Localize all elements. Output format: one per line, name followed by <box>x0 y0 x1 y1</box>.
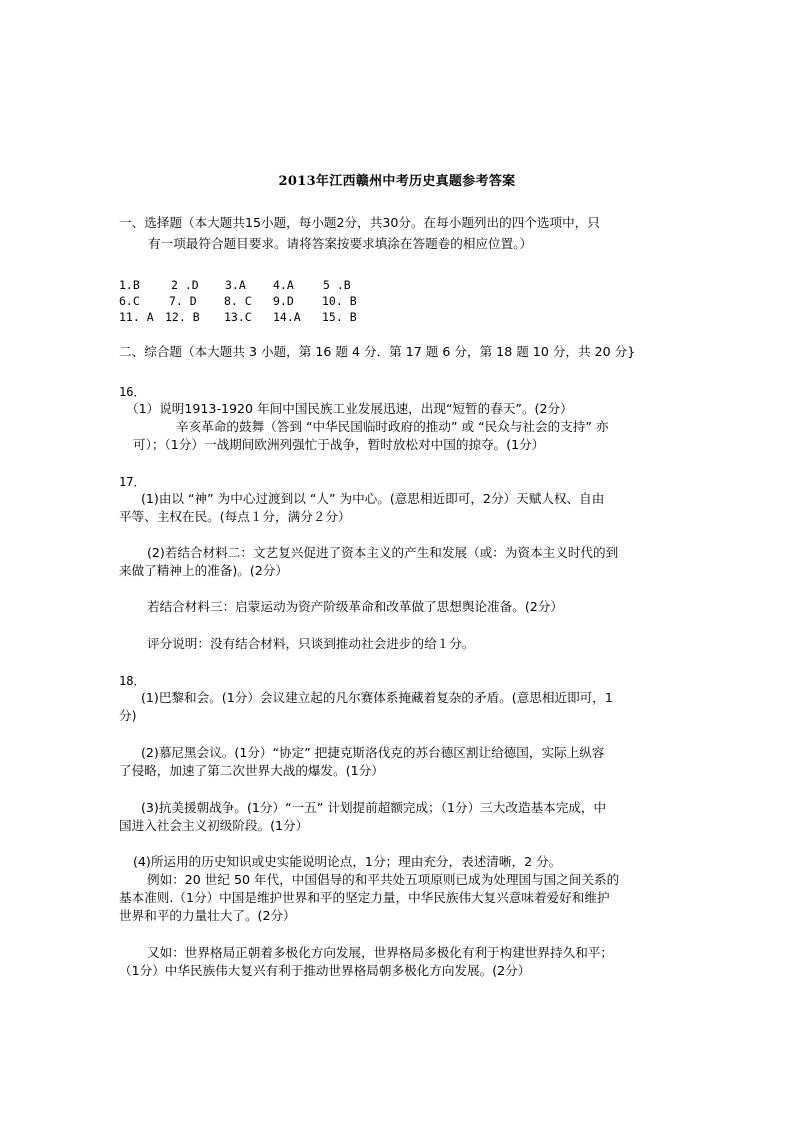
q17-number: 17． <box>119 475 146 489</box>
answer-cell: 6.C <box>119 294 140 308</box>
q18-part2-line1: (2)慕尼黑会议。(1分）“协定” 把捷克斯洛伐克的苏台德区割让给德国，实际上纵容 <box>141 745 605 760</box>
q16-part2-line2: 可）；（1分）一战期间欧洲列强忙于战争，暂时放松对中国的掠夺。(1分） <box>133 437 545 452</box>
q18-example2-line2: （1分）中华民族伟大复兴有利于推动世界格局朝多极化方向发展。(2分） <box>119 963 531 978</box>
q18-part2-line2: 了侵略，加速了第二次世界大战的爆发。(1分） <box>119 763 384 778</box>
answer-cell: 5 .B <box>323 278 351 292</box>
q18-example2-line1: 又如：世界格局正朝着多极化方向发展，世界格局多极化有利于构建世界持久和平； <box>147 945 613 960</box>
section2-heading: 二、综合题（本大题共 3 小题，第 16 题 4 分．第 17 题 6 分，第 18 题 10 分，共 20 分} <box>119 344 636 359</box>
q18-part3-line1: (3)抗美援朝战争。(1分）“一五” 计划提前超额完成；（1分）三大改造基本完成，中 <box>141 800 607 815</box>
answer-cell: 9.D <box>273 294 294 308</box>
q18-example1-line2: 基本准则.（1分）中国是维护世界和平的坚定力量，中华民族伟大复兴意味着爱好和维护 <box>119 890 610 905</box>
q18-example1-line1: 例如：20 世纪 50 年代，中国倡导的和平共处五项原则已成为处理国与国之间关系的 <box>147 872 620 887</box>
q16-part2-line1: 辛亥革命的鼓舞（答到 “中华民国临时政府的推动” 或 “民众与社会的支持” 亦 <box>176 419 609 434</box>
q18-number: 18． <box>119 674 146 688</box>
answer-cell: 10. B <box>322 294 357 308</box>
answer-cell: 12. B <box>165 310 200 324</box>
q17-part2-line2: 来做了精神上的准备)。(2分） <box>119 563 288 578</box>
q17-part1-line2: 平等、主权在民。(每点１分，满分２分） <box>119 509 351 524</box>
q18-example1-line3: 世界和平的力量壮大了。(2分） <box>119 908 296 923</box>
q16-number: 16． <box>119 385 146 399</box>
q18-part1-line2: 分) <box>119 708 137 723</box>
q17-part3: 若结合材料三：启蒙运动为资产阶级革命和改革做了思想舆论准备。(2分） <box>147 599 563 614</box>
q18-part1-line1: (1)巴黎和会。(1分）会议建立起的凡尔赛体系掩藏着复杂的矛盾。(意思相近即可，1 <box>141 690 613 705</box>
answer-cell: 14.A <box>273 310 301 324</box>
answer-cell: 2 .D <box>171 278 199 292</box>
q16-part1: （1）说明1913-1920 年间中国民族工业发展迅速，出现“短暂的春天”。(2分） <box>126 401 573 416</box>
answer-cell: 11. A <box>119 310 154 324</box>
q17-scoring-note: 评分说明：没有结合材料，只谈到推动社会进步的给１分。 <box>147 636 475 651</box>
section1-line1: 一、选择题（本大题共15小题，每小题2分，共30分。在每小题列出的四个选项中，只 <box>119 215 600 230</box>
q17-part1-line1: (1)由以 “神” 为中心过渡到以 “人” 为中心。(意思相近即可，2分）天赋人权、自由 <box>141 491 605 506</box>
q18-part4: (4)所运用的历史知识或史实能说明论点，1分；理由充分，表述清晰，2 分。 <box>133 854 562 869</box>
answer-cell: 13.C <box>224 310 252 324</box>
q18-part3-line2: 国进入社会主义初级阶段。(1分） <box>119 818 309 833</box>
section1-line2: 有一项最符合题目要求。请将答案按要求填涂在答题卷的相应位置。） <box>148 236 533 251</box>
answer-cell: 7. D <box>169 294 197 308</box>
answer-cell: 15. B <box>322 310 357 324</box>
q17-part2-line1: (2)若结合材料二：文艺复兴促进了资本主义的产生和发展（或：为资本主义时代的到 <box>147 545 619 560</box>
answer-cell: 3.A <box>225 278 246 292</box>
answer-cell: 8. C <box>224 294 252 308</box>
answer-cell: 1.B <box>119 278 140 292</box>
page-title: 2013年江西赣州中考历史真题参考答案 <box>278 174 516 189</box>
answer-cell: 4.A <box>273 278 294 292</box>
